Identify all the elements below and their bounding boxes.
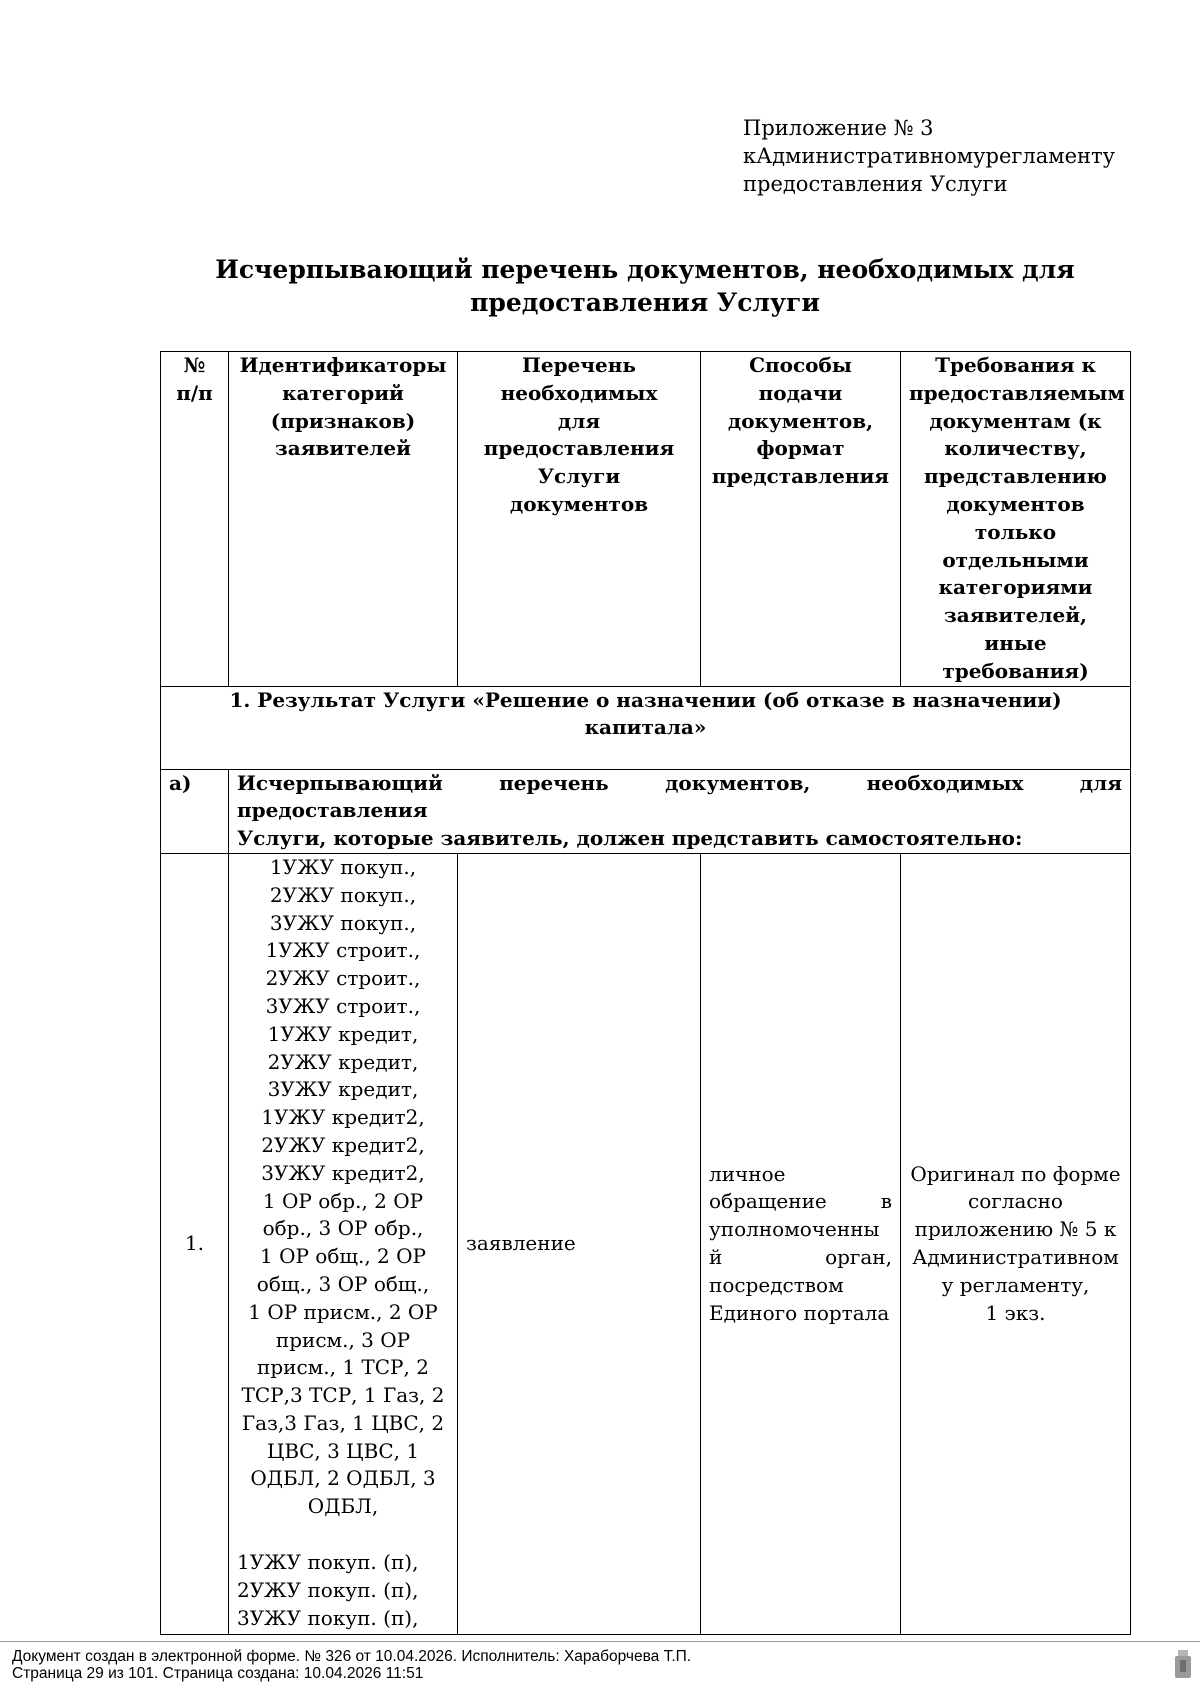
row-method bbox=[701, 853, 901, 1634]
title-line-2: предоставления Услуги bbox=[470, 288, 820, 317]
category-line: Газ,3 Газ, 1 ЦВС, 2 bbox=[241, 1410, 445, 1435]
section-title: 1. Результат Услуги «Решение о назначении (об отказе в назначении) капитала» bbox=[161, 686, 1131, 769]
header-documents bbox=[458, 352, 701, 687]
footer bbox=[12, 1648, 691, 1682]
method-word: обращение bbox=[709, 1189, 827, 1214]
header-line: необходимых bbox=[500, 380, 658, 405]
method-line bbox=[709, 1161, 892, 1189]
row-document: заявление bbox=[458, 853, 701, 1634]
row-number: 1. bbox=[161, 853, 229, 1634]
requirement-line: Административном bbox=[912, 1244, 1119, 1269]
method-word: личное bbox=[709, 1161, 786, 1186]
header-line: представления bbox=[711, 464, 890, 489]
subsection-line-1: Исчерпывающий перечень документов, необходимых для предоставления bbox=[237, 770, 1122, 823]
category-line: 1УЖУ кредит2, bbox=[261, 1105, 425, 1130]
header-line: иные требования) bbox=[942, 630, 1089, 683]
method-word: й bbox=[709, 1244, 723, 1269]
category-line: 3УЖУ кредит, bbox=[267, 1077, 419, 1102]
header-line: представлению bbox=[924, 464, 1107, 489]
method-line bbox=[709, 1272, 892, 1300]
header-line: категорий bbox=[282, 380, 404, 405]
header-line: заявителей, bbox=[944, 603, 1087, 628]
method-word: орган, bbox=[825, 1244, 892, 1269]
title-line-1: Исчерпывающий перечень документов, необходимых для bbox=[215, 255, 1075, 284]
subsection-row bbox=[161, 769, 1131, 853]
page-title bbox=[160, 253, 1130, 319]
requirement-line: 1 экз. bbox=[985, 1300, 1046, 1325]
requirement-line: у регламенту, bbox=[941, 1272, 1090, 1297]
header-line: Услуги документов bbox=[509, 464, 649, 516]
appendix-word: к bbox=[743, 144, 757, 168]
requirement-line: Оригинал по форме bbox=[910, 1161, 1121, 1186]
appendix-word: регламенту bbox=[985, 144, 1115, 168]
category-line: 1 ОР общ., 2 ОР bbox=[260, 1244, 426, 1269]
method-line bbox=[709, 1216, 892, 1244]
category-line: общ., 3 ОР общ., bbox=[256, 1271, 430, 1296]
category-line: ТСР,3 ТСР, 1 Газ, 2 bbox=[241, 1383, 445, 1408]
method-word: Единого портала bbox=[709, 1300, 890, 1325]
appendix-word: Административному bbox=[756, 144, 986, 168]
requirement-line: согласно bbox=[968, 1189, 1063, 1214]
header-line: № bbox=[183, 353, 206, 377]
header-line: отдельными bbox=[942, 547, 1089, 572]
header-line: только bbox=[974, 519, 1057, 544]
category-line: 1 ОР обр., 2 ОР bbox=[262, 1188, 424, 1213]
appendix-line-3: предоставления Услуги bbox=[743, 172, 1008, 196]
header-methods bbox=[701, 352, 901, 687]
header-line: формат bbox=[756, 436, 845, 461]
category-line: 2УЖУ покуп. (п), bbox=[237, 1577, 419, 1602]
category-gap bbox=[237, 1521, 449, 1549]
category-line: 1УЖУ строит., bbox=[265, 938, 421, 963]
method-line bbox=[709, 1188, 892, 1216]
category-line: 2УЖУ кредит, bbox=[267, 1049, 419, 1074]
footer-line-2: Страница 29 из 101. Страница создана: 10.04.2026 11:51 bbox=[12, 1665, 424, 1682]
header-line: документам (к bbox=[929, 408, 1102, 433]
category-line: 3УЖУ кредит2, bbox=[261, 1160, 425, 1185]
method-word: уполномоченны bbox=[709, 1217, 880, 1242]
header-line: документов, bbox=[727, 408, 874, 433]
category-line: 2УЖУ строит., bbox=[265, 966, 421, 991]
table-header-row bbox=[161, 352, 1131, 687]
subsection-text bbox=[229, 769, 1131, 853]
category-line: 1УЖУ покуп., bbox=[269, 854, 417, 879]
row-categories bbox=[229, 853, 458, 1634]
header-number bbox=[161, 352, 229, 687]
method-line bbox=[709, 1244, 892, 1272]
header-line: (признаков) bbox=[270, 408, 416, 433]
header-line: количеству, bbox=[944, 436, 1087, 461]
category-line: 3УЖУ покуп. (п), bbox=[237, 1605, 419, 1630]
category-line: обр., 3 ОР обр., bbox=[262, 1216, 424, 1241]
header-line: для предоставления bbox=[483, 408, 675, 461]
category-line: 2УЖУ покуп., bbox=[269, 882, 417, 907]
section-row bbox=[161, 686, 1131, 769]
documents-table bbox=[160, 351, 1131, 1635]
header-line: Требования к bbox=[935, 353, 1096, 377]
header-line: заявителей bbox=[274, 436, 411, 461]
method-line bbox=[709, 1300, 892, 1328]
footer-line-1: Документ создан в электронной форме. № 326 от 10.04.2026. Исполнитель: Хараборчева Т.П. bbox=[12, 1648, 692, 1665]
category-line: ЦВС, 3 ЦВС, 1 bbox=[266, 1438, 420, 1463]
header-categories bbox=[229, 352, 458, 687]
appendix-note bbox=[743, 114, 1115, 198]
category-line: 3УЖУ покуп., bbox=[269, 910, 417, 935]
method-word: посредством bbox=[709, 1272, 844, 1297]
header-line: Способы bbox=[749, 353, 852, 377]
category-line: присм., 3 ОР bbox=[275, 1327, 411, 1352]
header-line: категориями bbox=[938, 575, 1093, 600]
subsection-line-2: Услуги, которые заявитель, должен представить самостоятельно: bbox=[237, 826, 1023, 851]
category-line: 1УЖУ кредит, bbox=[267, 1021, 419, 1046]
category-line: 2УЖУ кредит2, bbox=[261, 1132, 425, 1157]
category-line: ОДБЛ, bbox=[307, 1494, 379, 1519]
coat-of-arms-icon bbox=[1172, 1648, 1194, 1682]
table-row bbox=[161, 853, 1131, 1634]
header-line: документов bbox=[946, 491, 1085, 516]
appendix-line-2 bbox=[743, 142, 1115, 170]
category-line: присм., 1 ТСР, 2 bbox=[257, 1355, 429, 1380]
header-line: подачи bbox=[758, 380, 843, 405]
category-line: ОДБЛ, 2 ОДБЛ, 3 bbox=[250, 1466, 436, 1491]
header-line: Идентификаторы bbox=[239, 353, 447, 377]
header-line: п/п bbox=[176, 380, 213, 405]
category-line: 3УЖУ строит., bbox=[265, 993, 421, 1018]
method-word: в bbox=[880, 1189, 892, 1214]
footer-divider bbox=[0, 1641, 1200, 1642]
appendix-line-1: Приложение № 3 bbox=[743, 116, 934, 140]
category-line: 1УЖУ покуп. (п), bbox=[237, 1550, 419, 1575]
row-requirements bbox=[901, 853, 1131, 1634]
category-line: 1 ОР присм., 2 ОР bbox=[248, 1299, 438, 1324]
header-line: Перечень bbox=[522, 353, 636, 377]
header-requirements bbox=[901, 352, 1131, 687]
header-line: предоставляемым bbox=[909, 380, 1125, 405]
subsection-label: а) bbox=[161, 769, 229, 853]
requirement-line: приложению № 5 к bbox=[914, 1217, 1117, 1242]
